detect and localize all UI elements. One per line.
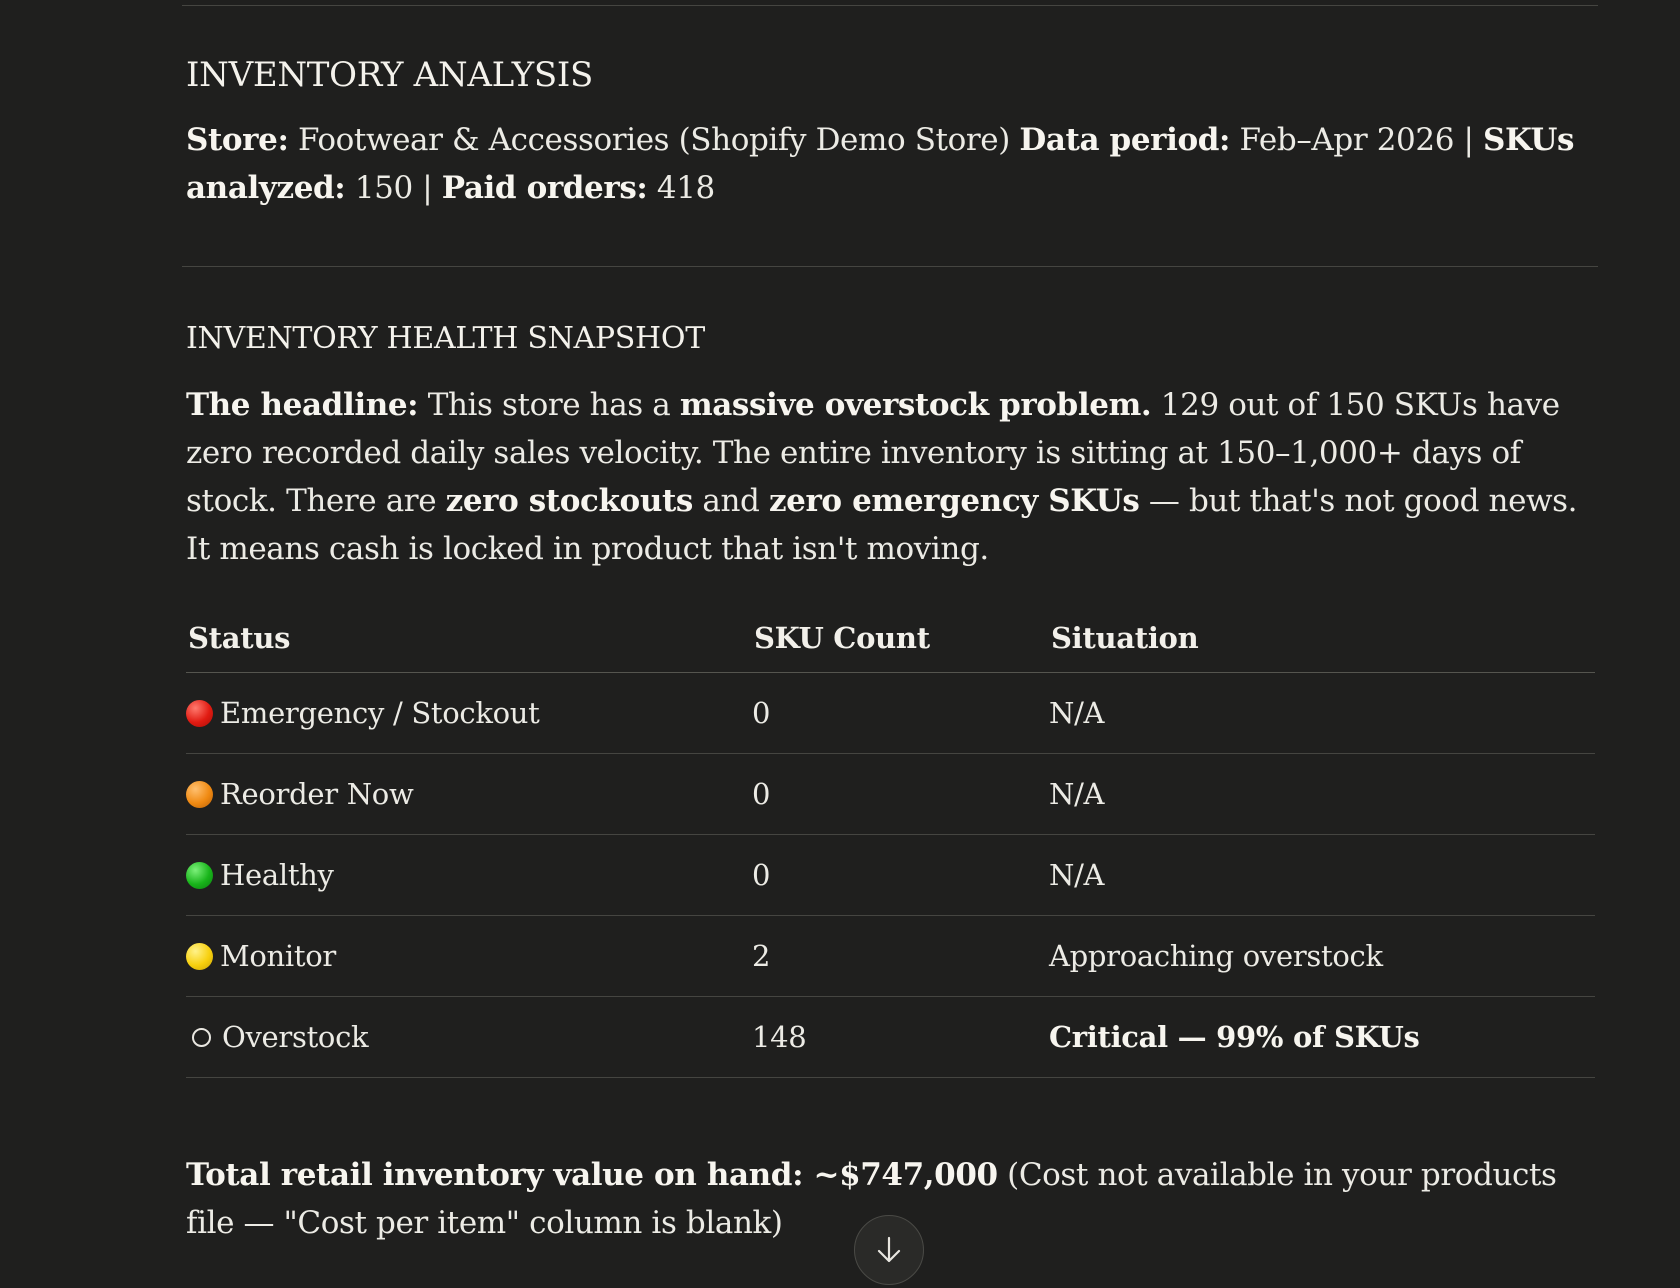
headline-text-4: — but that's not good news. It means cash is locked in product that isn't moving. (186, 483, 1578, 567)
sku-count: 148 (752, 997, 1049, 1078)
section-title-inventory-analysis: INVENTORY ANALYSIS (186, 55, 593, 95)
table-row (186, 673, 1595, 754)
inventory-health-table (186, 604, 1595, 1078)
status-label: Reorder Now (220, 777, 414, 811)
top-divider (182, 5, 1598, 6)
headline-bold-2: zero stockouts (445, 483, 693, 519)
orders-value: 418 (656, 170, 715, 206)
hollow-circle-icon (192, 1028, 211, 1047)
status-label: Emergency / Stockout (220, 696, 540, 730)
yellow-circle-icon (186, 943, 213, 970)
store-info (186, 116, 1586, 212)
arrow-down-icon (875, 1235, 903, 1265)
situation: Approaching overstock (1049, 916, 1595, 997)
skus-value: 150 | (354, 170, 433, 206)
green-circle-icon (186, 862, 213, 889)
orange-circle-icon (186, 781, 213, 808)
store-label: Store: (186, 122, 289, 158)
headline-label: The headline: (186, 387, 419, 423)
header-status: Status (186, 604, 752, 673)
inventory-value-label: Total retail inventory value on hand: ~$747,000 (186, 1157, 998, 1193)
header-sku-count: SKU Count (752, 604, 1049, 673)
headline-bold-1: massive overstock problem. (679, 387, 1152, 423)
table-row (186, 754, 1595, 835)
section-title-health-snapshot: INVENTORY HEALTH SNAPSHOT (186, 321, 705, 356)
skus-label: SKUs analyzed: (186, 122, 1575, 206)
table-row (186, 997, 1595, 1078)
period-label: Data period: (1019, 122, 1231, 158)
sku-count: 0 (752, 835, 1049, 916)
table-row (186, 835, 1595, 916)
sku-count: 0 (752, 754, 1049, 835)
sku-count: 0 (752, 673, 1049, 754)
status-label: Healthy (220, 858, 334, 892)
headline-bold-3: zero emergency SKUs (768, 483, 1140, 519)
headline-paragraph (186, 381, 1586, 573)
status-label: Monitor (220, 939, 336, 973)
situation: N/A (1049, 754, 1595, 835)
section-divider (182, 266, 1598, 267)
sku-count: 2 (752, 916, 1049, 997)
headline-text-1: This store has a (427, 387, 671, 423)
scroll-down-button[interactable] (854, 1215, 924, 1285)
situation: Critical — 99% of SKUs (1049, 997, 1595, 1078)
headline-text-3: and (702, 483, 760, 519)
store-value: Footwear & Accessories (Shopify Demo Store) (297, 122, 1010, 158)
situation: N/A (1049, 673, 1595, 754)
situation: N/A (1049, 835, 1595, 916)
table-row (186, 916, 1595, 997)
headline-text-2: 129 out of 150 SKUs have zero recorded daily sales velocity. The entire inventory is sitting at 150–1,000+ days of stock. There are (186, 387, 1560, 519)
header-situation: Situation (1049, 604, 1595, 673)
status-label: Overstock (222, 1020, 369, 1054)
orders-label: Paid orders: (441, 170, 648, 206)
table-header-row (186, 604, 1595, 673)
period-value: Feb–Apr 2026 | (1239, 122, 1474, 158)
red-circle-icon (186, 700, 213, 727)
inventory-value-detail: (Cost not available in your products file — "Cost per item" column is blank) (186, 1157, 1557, 1241)
